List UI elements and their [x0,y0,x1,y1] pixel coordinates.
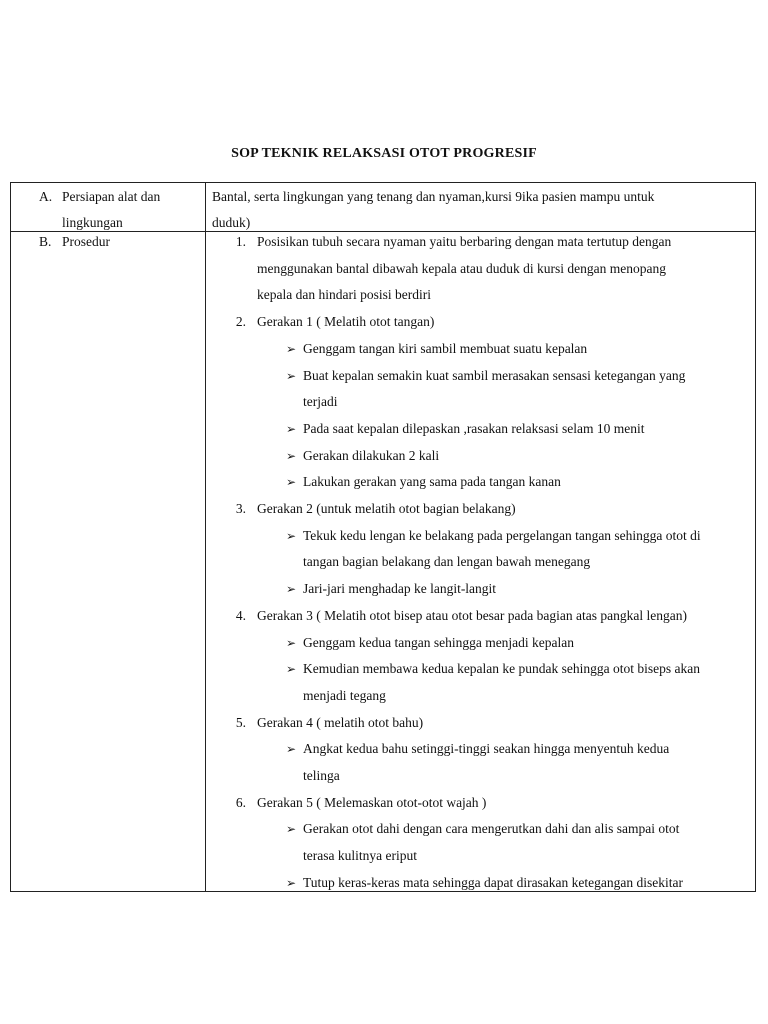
bullet-text: Pada saat kepalan dilepaskan ,rasakan relaksasi selam 10 menit [303,420,645,436]
column-divider [205,232,206,892]
step-number: 6. [235,794,246,810]
sop-table [10,182,756,892]
row-persiapan [11,183,755,232]
arrowhead-bullet-icon: ➢ [286,635,297,650]
section-a-label [62,184,202,236]
bullet-text: Jari-jari menghadap ke langit-langit [303,581,497,597]
bullet-text: terasa kulitnya eriput [303,848,417,864]
arrowhead-bullet-icon: ➢ [286,475,297,490]
bullet-text: tangan bagian belakang dan lengan bawah menegang [303,554,591,570]
step-number: 1. [235,234,246,249]
arrowhead-bullet-icon: ➢ [286,875,297,890]
section-a-label-line: Persiapan alat dan [62,189,161,204]
step-text: menggunakan bantal dibawah kepala atau duduk di kursi dengan menopang [257,260,667,276]
bullet-text: Angkat kedua bahu setinggi-tinggi seakan hingga menyentuh kedua [303,741,670,757]
step-text: Gerakan 3 ( Melatih otot bisep atau otot besar pada bagian atas pangkal lengan) [257,607,687,623]
section-a-label-line: lingkungan [62,215,123,230]
section-letter: A. [39,189,53,204]
bullet-text: Kemudian membawa kedua kepalan ke pundak sehingga otot biseps akan [303,661,701,677]
step-number: 4. [235,607,246,623]
arrowhead-bullet-icon: ➢ [286,662,297,677]
step-text: Gerakan 5 ( Melemaskan otot-otot wajah ) [257,794,487,810]
arrowhead-bullet-icon: ➢ [286,448,297,463]
step-number: 2. [235,314,246,330]
step-text: kepala dan hindari posisi berdiri [257,287,431,303]
bullet-text: Genggam kedua tangan sehingga menjadi kepalan [303,634,575,650]
bullet-text: Tutup keras-keras mata sehingga dapat dirasakan ketegangan disekitar [303,874,683,890]
bullet-text: Tekuk kedu lengan ke belakang pada pergelangan tangan sehingga otot di [303,527,701,543]
page-title: SOP TEKNIK RELAKSASI OTOT PROGRESIF [231,146,537,161]
bullet-text: Lakukan gerakan yang sama pada tangan kanan [303,474,561,490]
bullet-text: Gerakan otot dahi dengan cara mengerutkan dahi dan alis sampai otot [303,821,680,837]
bullet-text: telinga [303,768,340,783]
step-text: Gerakan 2 (untuk melatih otot bagian belakang) [257,501,516,516]
step-number: 5. [235,714,246,730]
bullet-text: menjadi tegang [303,687,386,703]
arrowhead-bullet-icon: ➢ [286,742,297,757]
arrowhead-bullet-icon: ➢ [286,368,297,383]
bullet-text: Gerakan dilakukan 2 kali [303,447,440,463]
bullet-text: terjadi [303,394,338,410]
step-text: Gerakan 1 ( Melatih otot tangan) [257,314,435,330]
step-number: 3. [235,501,246,516]
arrowhead-bullet-icon: ➢ [286,582,297,597]
bullet-text: Buat kepalan semakin kuat sambil merasakan sensasi ketegangan yang [303,367,686,383]
column-divider [205,183,206,231]
arrowhead-bullet-icon: ➢ [286,341,297,356]
arrowhead-bullet-icon: ➢ [286,528,297,543]
bullet-text: Genggam tangan kiri sambil membuat suatu kepalan [303,340,588,356]
row-prosedur [11,232,755,892]
arrowhead-bullet-icon: ➢ [286,421,297,436]
arrowhead-bullet-icon: ➢ [286,822,297,837]
step-text: Gerakan 4 ( melatih otot bahu) [257,714,424,730]
step-text: Posisikan tubuh secara nyaman yaitu berbaring dengan mata tertutup dengan [257,234,672,249]
content-line: duduk) [212,215,251,230]
section-letter: B. [39,234,52,249]
section-b-label: Prosedur [62,234,110,249]
content-line: Bantal, serta lingkungan yang tenang dan nyaman,kursi 9ika pasien mampu untuk [212,189,655,204]
